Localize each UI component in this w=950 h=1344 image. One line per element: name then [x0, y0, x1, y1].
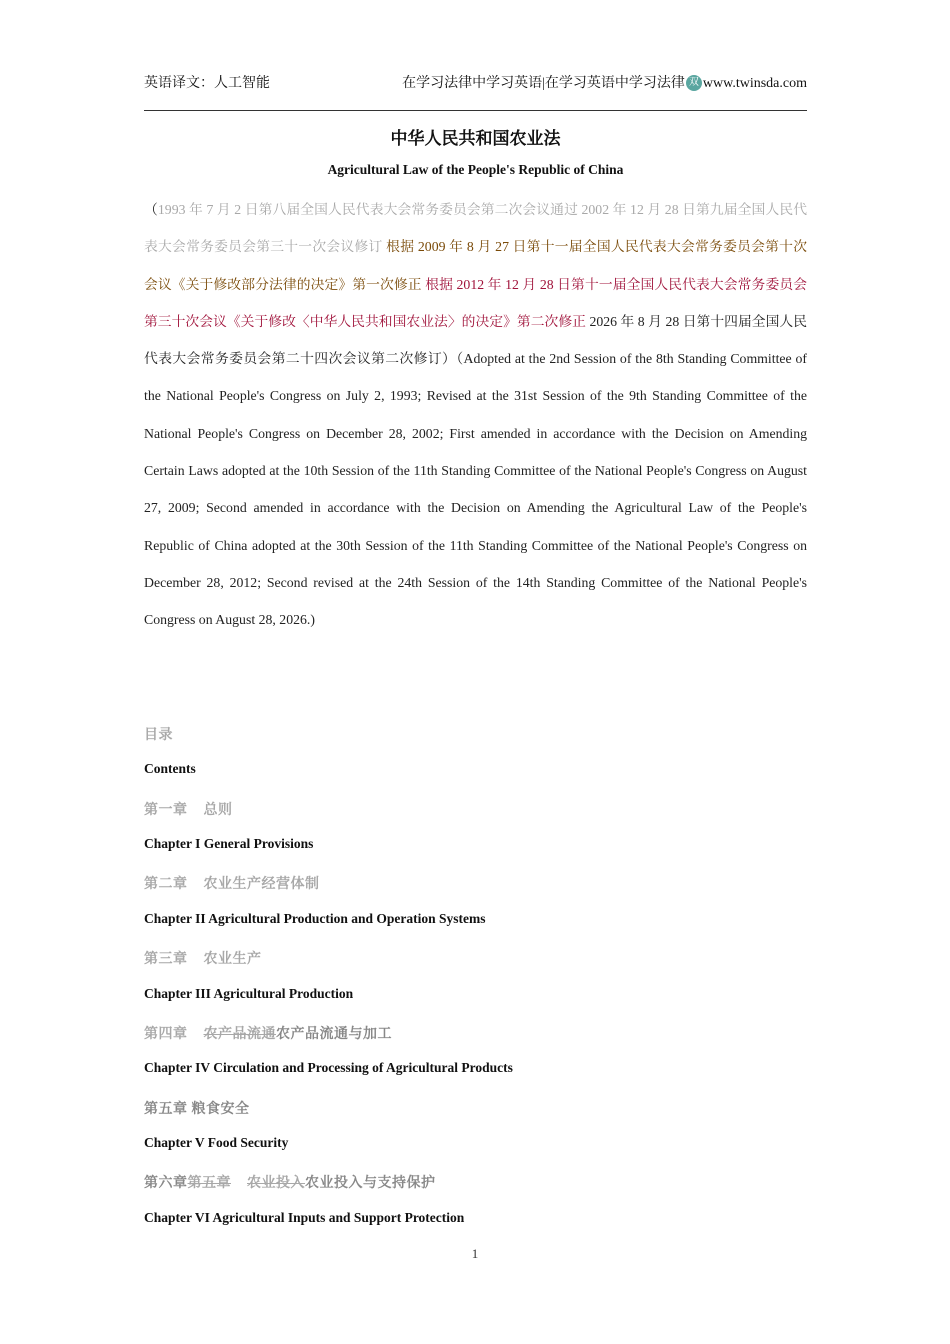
header-divider	[144, 110, 807, 111]
toc-chapter-6-title: 农业投入与支持保护	[305, 1176, 436, 1191]
toc-chapter-3-en[interactable]: Chapter III Agricultural Production	[144, 986, 354, 1001]
toc-chapter-5-number: 第五章	[144, 1102, 188, 1117]
history-amendment-2009: 根据 2009 年 8 月 27 日第十一届全国人民代表大会常务委员会第十次会议《关于修改部分法律的决定》第一次修正	[144, 239, 808, 292]
history-open-paren: （	[144, 202, 158, 217]
toc-chapter-6-en[interactable]: Chapter VI Agricultural Inputs and Support Protection	[144, 1210, 465, 1225]
toc-chapter-4-cn[interactable]	[144, 1023, 392, 1043]
toc-chapter-5-cn[interactable]	[144, 1098, 250, 1118]
toc-chapter-2-en[interactable]: Chapter II Agricultural Production and Operation Systems	[144, 911, 486, 926]
toc-chapter-6-cn[interactable]	[144, 1172, 436, 1192]
header-site-link[interactable]: www.twinsda.com	[702, 76, 807, 91]
toc-chapter-4-number: 第四章	[144, 1027, 188, 1042]
toc-chapter-1-cn[interactable]	[144, 799, 233, 819]
toc-chapter-6-struck-number: 第五章	[187, 1176, 231, 1191]
toc-chapter-3-cn[interactable]	[144, 948, 262, 968]
toc-chapter-3-title: 农业生产	[203, 952, 262, 967]
page-number: 1	[471, 1246, 479, 1261]
history-english: （Adopted at the 2nd Session of the 8th Standing Committee of the National People's Congress on July 2, 1993; Revised at the 31st Session of the 9th Standing Committee of the National People's Congress on December 28, 2002; First amended in accordance with the Decision on Amending Certain Laws adopted at the 10th Session of the 11th Standing Committee of the National People's Congress on August 27, 2009; Second amended in accordance with the Decision on Amending the Agricultural Law of the People's Republic of China adopted at the 30th Session of the 11th Standing Committee of the National People's Congress on December 28, 2012; Second revised at the 24th Session of the 14th Standing Committee of the National People's Congress on August 28, 2026.)	[144, 351, 807, 628]
title-chinese: 中华人民共和国农业法	[390, 129, 561, 148]
header-slogan: 在学习法律中学习英语|在学习英语中学习法律	[402, 76, 685, 91]
history-adoption: 1993 年 7 月 2 日第八届全国人民代表大会常务委员会第二次会议通过	[157, 202, 578, 217]
toc-chapter-4-en[interactable]: Chapter IV Circulation and Processing of Agricultural Products	[144, 1060, 513, 1075]
toc-chapter-1-number: 第一章	[144, 803, 188, 818]
history-revision-2002: 2002 年 12 月 28 日第九届全国人民代表大会常务委员会第三十一次会议修订	[144, 202, 808, 255]
header-left-label: 英语译文：人工智能	[144, 76, 270, 91]
legislative-history	[144, 191, 807, 639]
toc-chapter-2-cn[interactable]	[144, 873, 320, 893]
page-header	[144, 72, 807, 94]
toc-heading-en: Contents	[144, 761, 196, 776]
toc-chapter-2-number: 第二章	[144, 877, 188, 892]
toc-chapter-6-number: 第六章	[144, 1176, 188, 1191]
toc-chapter-2-title: 农业生产经营体制	[203, 877, 320, 892]
toc-chapter-4-title: 农产品流通与加工	[276, 1027, 392, 1042]
toc-heading-cn: 目录	[144, 728, 173, 743]
history-amendment-2012: 根据 2012 年 12 月 28 日第十一届全国人民代表大会常务委员会第三十次会议《关于修改〈中华人民共和国农业法〉的决定》第二次修正	[144, 276, 808, 329]
header-right	[402, 72, 807, 92]
toc-chapter-3-number: 第三章	[144, 952, 188, 967]
toc-chapter-5-title: 粮食安全	[191, 1102, 250, 1117]
title-english: Agricultural Law of the People's Republic of China	[327, 162, 624, 177]
twinsda-logo-icon: 双	[686, 75, 702, 91]
history-revision-2026: 2026 年 8 月 28 日第十四届全国人民代表大会常务委员会第二十四次会议第二次修订）	[144, 313, 807, 367]
toc-chapter-1-en[interactable]: Chapter I General Provisions	[144, 836, 314, 851]
toc-chapter-6-struck-title: 农业投入	[247, 1176, 305, 1191]
toc-chapter-1-title: 总则	[203, 803, 233, 818]
toc-chapter-4-struck-title: 农产品流通	[203, 1027, 276, 1042]
toc-chapter-5-en[interactable]: Chapter V Food Security	[144, 1135, 289, 1150]
